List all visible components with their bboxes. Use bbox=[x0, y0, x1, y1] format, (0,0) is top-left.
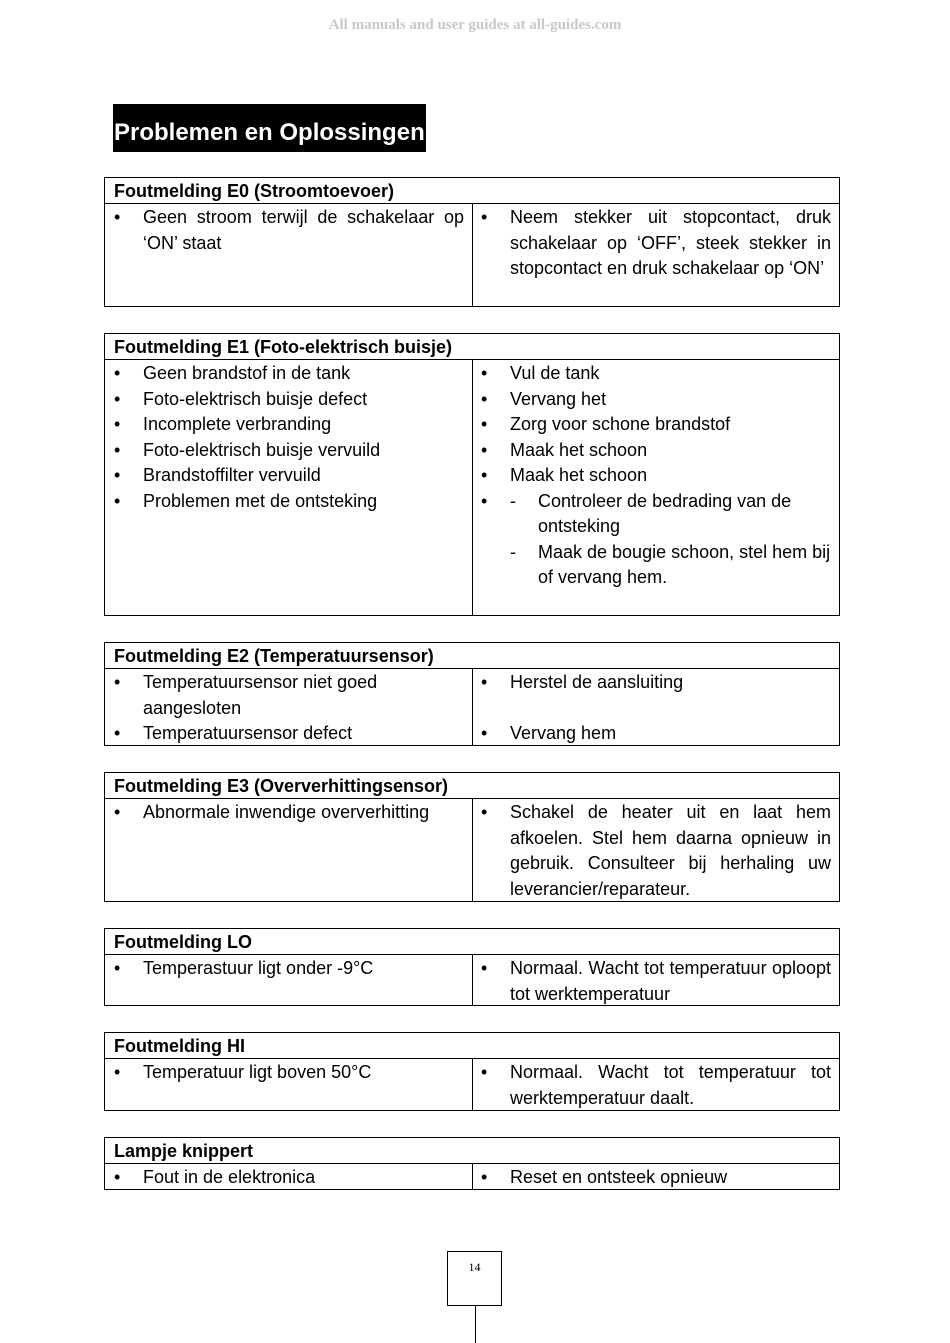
causes-column bbox=[105, 798, 473, 901]
causes-column bbox=[105, 954, 473, 1005]
solutions-column bbox=[473, 359, 839, 615]
solution-item: • Neem stekker uit stopcontact, druk schakelaar op ‘OFF’, steek stekker in stopcontact en druk schakelaar op ‘ON’ bbox=[481, 207, 831, 278]
solution-item: • Vervang het bbox=[481, 388, 607, 409]
page-title: Problemen en Oplossingen bbox=[113, 104, 426, 152]
watermark: All manuals and user guides at all-guides.com bbox=[328, 17, 622, 33]
error-table-e3 bbox=[104, 772, 840, 902]
cause-item: • Geen stroom terwijl de schakelaar op ‘ON’ staat bbox=[114, 207, 464, 253]
solution-item: • Vervang hem bbox=[481, 723, 617, 743]
cause-item: • Foto-elektrisch buisje vervuild bbox=[114, 439, 381, 460]
cause-item: • Incomplete verbranding bbox=[114, 414, 332, 434]
error-table-e1 bbox=[104, 333, 840, 616]
cause-item: • Problemen met de ontsteking bbox=[114, 490, 378, 511]
cause-item: • Brandstoffilter vervuild bbox=[114, 465, 321, 485]
solutions-column bbox=[473, 798, 839, 901]
page-number-line bbox=[475, 1306, 476, 1343]
error-table-e2 bbox=[104, 642, 840, 746]
section-title: Foutmelding E3 (Oververhittingsensor) bbox=[105, 773, 839, 799]
solutions-column bbox=[473, 668, 839, 745]
page-number: 14 bbox=[447, 1251, 502, 1306]
error-table-hi bbox=[104, 1032, 840, 1111]
solution-item: • Reset en ontsteek opnieuw bbox=[481, 1167, 728, 1187]
cause-item: • Foto-elektrisch buisje defect bbox=[114, 388, 368, 409]
cause-item: • Temperatuur ligt boven 50°C bbox=[114, 1062, 372, 1082]
error-table-e0 bbox=[104, 177, 840, 307]
solution-item: • Zorg voor schone brandstof bbox=[481, 414, 731, 434]
causes-column bbox=[105, 1163, 473, 1189]
solutions-column bbox=[473, 1163, 839, 1189]
error-table-lo bbox=[104, 928, 840, 1006]
solution-item: • Vul de tank bbox=[481, 363, 600, 383]
solution-item: • Normaal. Wacht tot temperatuur tot werktemperatuur daalt. bbox=[481, 1062, 831, 1108]
section-title: Foutmelding E1 (Foto-elektrisch buisje) bbox=[105, 334, 839, 360]
solutions-column bbox=[473, 954, 839, 1005]
solutions-column bbox=[473, 1058, 839, 1110]
section-title: Foutmelding E2 (Temperatuursensor) bbox=[105, 643, 839, 669]
causes-column bbox=[105, 668, 473, 745]
cause-item: • Fout in de elektronica bbox=[114, 1167, 316, 1187]
error-table-lamp-blinking bbox=[104, 1137, 840, 1190]
solution-subitem: - Maak de bougie schoon, stel hem bij of vervang hem. bbox=[510, 541, 831, 587]
causes-column bbox=[105, 203, 473, 306]
solution-item: • Schakel de heater uit en laat hem afkoelen. Stel hem daarna opnieuw in gebruik. Consulteer bij herhaling uw leverancier/reparateur. bbox=[481, 802, 831, 899]
cause-item: • Temperastuur ligt onder -9°C bbox=[114, 958, 374, 978]
section-title: Foutmelding LO bbox=[105, 929, 839, 955]
solution-item: • Normaal. Wacht tot temperatuur oploopt tot werktemperatuur bbox=[481, 958, 831, 1004]
causes-column bbox=[105, 359, 473, 615]
solution-item: • Maak het schoon bbox=[481, 439, 648, 460]
solution-subitem: - Controleer de bedrading van de ontsteking bbox=[510, 490, 792, 536]
solution-item: • - Controleer de bedrading van de ontsteking - Maak de bougie schoon, stel hem bij of vervang hem. bbox=[481, 489, 831, 591]
cause-item: • Temperatuursensor defect bbox=[114, 723, 353, 743]
section-title: Foutmelding E0 (Stroomtoevoer) bbox=[105, 178, 839, 204]
solution-item: • Herstel de aansluiting bbox=[481, 672, 684, 692]
causes-column bbox=[105, 1058, 473, 1110]
section-title: Foutmelding HI bbox=[105, 1033, 839, 1059]
cause-item: • Abnormale inwendige oververhitting bbox=[114, 802, 430, 822]
section-title: Lampje knippert bbox=[105, 1138, 839, 1164]
solution-item: • Maak het schoon bbox=[481, 465, 648, 485]
solutions-column bbox=[473, 203, 839, 306]
cause-item: • Geen brandstof in de tank bbox=[114, 363, 351, 383]
cause-item: • Temperatuursensor niet goed aangesloten bbox=[114, 672, 378, 718]
